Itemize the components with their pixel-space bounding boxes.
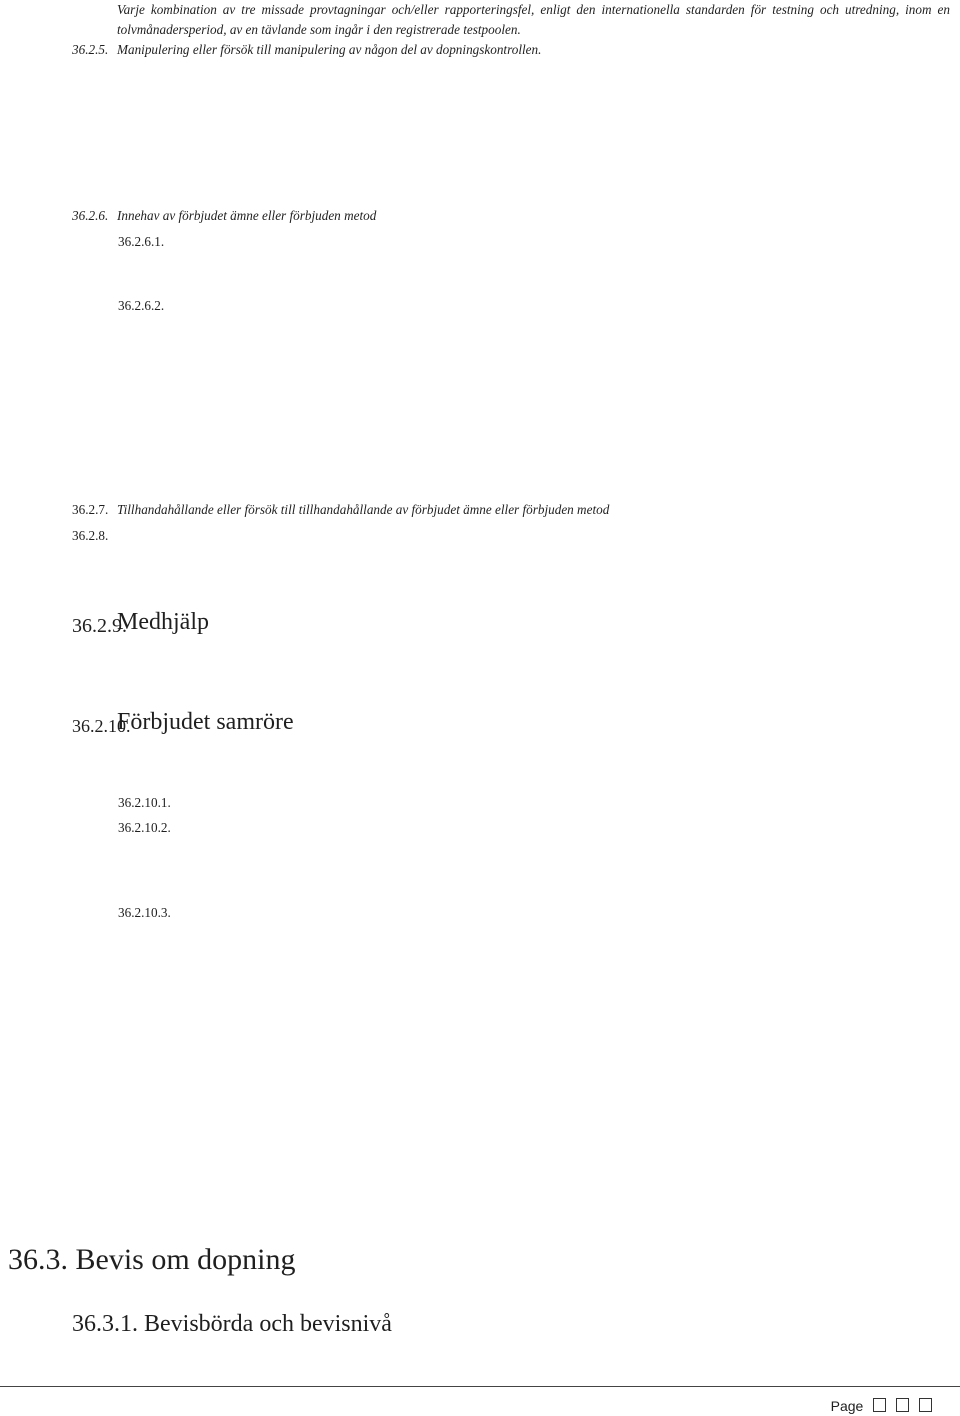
section-title: Manipulering eller försök till manipulering av någon del av dopningskontrollen. bbox=[117, 42, 542, 57]
item-number: 36.2.10.3. bbox=[118, 905, 171, 920]
section-number: 36.2.8. bbox=[72, 528, 109, 543]
item-number: 36.2.6.1. bbox=[118, 234, 165, 249]
section-heading bbox=[8, 1243, 296, 1276]
section-number: 36.2.5. bbox=[72, 42, 109, 57]
page-label: Page bbox=[830, 1398, 864, 1414]
item-number: 36.2.6.2. bbox=[118, 298, 165, 313]
item-number: 36.2.10.2. bbox=[118, 820, 171, 835]
page-digit-box bbox=[919, 1398, 932, 1412]
subsection-heading bbox=[72, 1311, 392, 1337]
section-title: Förbjudet samröre bbox=[117, 709, 294, 735]
section-title: Medhjälp bbox=[117, 609, 209, 635]
section-title: Tillhandahållande eller försök till tillhandahållande av förbjudet ämne eller förbjuden metod bbox=[117, 502, 610, 517]
section-title: Innehav av förbjudet ämne eller förbjuden metod bbox=[117, 208, 377, 223]
section-number: 36.2.9. bbox=[72, 615, 127, 637]
page-footer bbox=[831, 1396, 932, 1416]
section-number: 36.3. bbox=[8, 1243, 68, 1276]
footer-divider bbox=[0, 1386, 960, 1387]
subsection-number: 36.3.1. bbox=[72, 1311, 138, 1337]
section-title: Bevis om dopning bbox=[75, 1243, 296, 1276]
page-digit-box bbox=[873, 1398, 886, 1412]
subsection-title: Bevisbörda och bevisnivå bbox=[144, 1311, 392, 1337]
section-number: 36.2.6. bbox=[72, 208, 109, 223]
section-number: 36.2.10. bbox=[72, 716, 131, 736]
item-number: 36.2.10.1. bbox=[118, 795, 171, 810]
section-number: 36.2.7. bbox=[72, 502, 109, 517]
page-digit-box bbox=[896, 1398, 909, 1412]
top-paragraph: Varje kombination av tre missade provtagningar och/eller rapporteringsfel, enligt den internationella standarden för testning och utredning, inom en tolvmånadersperiod, av en tävlande som ingår i den registrerade testpoolen. bbox=[117, 2, 950, 37]
